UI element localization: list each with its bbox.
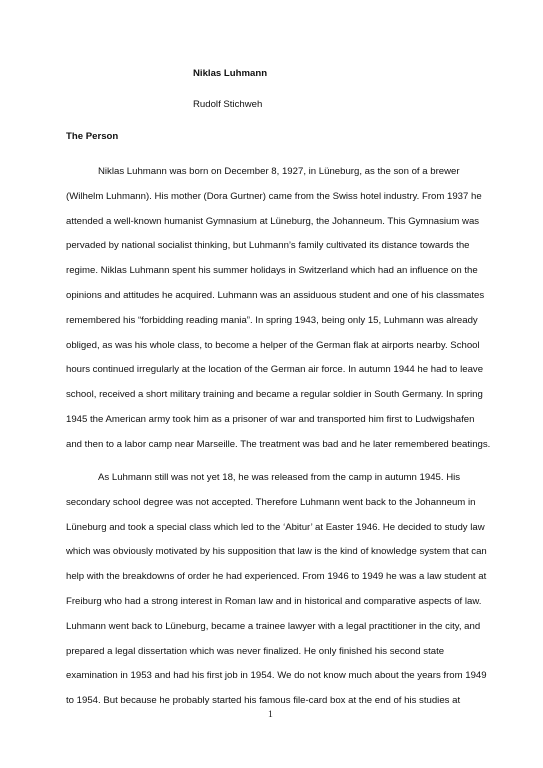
- text-line: regime. Niklas Luhmann spent his summer holidays in Switzerland which had an influence on the: [66, 265, 478, 277]
- text-line: opinions and attitudes he acquired. Luhmann was an assiduous student and one of his classmates: [66, 289, 485, 301]
- text-line: and then to a labor camp near Marseille. The treatment was bad and he later remembered beatings.: [66, 438, 491, 450]
- section-heading: The Person: [66, 131, 119, 142]
- paragraph-1: [66, 160, 491, 458]
- text-line: prepared a legal dissertation which was never finalized. He only finished his second state: [66, 645, 445, 657]
- text-line: which was obviously motivated by his supposition that law is the kind of knowledge system that can: [66, 546, 487, 558]
- text-line: Freiburg who had a strong interest in Roman law and in historical and comparative aspects of law.: [66, 595, 482, 607]
- text-line: Lüneburg and took a special class which led to the ‘Abitur’ at Easter 1946. He decided to study law: [66, 521, 485, 533]
- text-line: As Luhmann still was not yet 18, he was released from the camp in autumn 1945. His: [98, 472, 461, 483]
- document-author: Rudolf Stichweh: [193, 99, 263, 110]
- text-line: (Wilhelm Luhmann). His mother (Dora Gurtner) came from the Swiss hotel industry. From 1937 he: [66, 190, 482, 202]
- text-line: Niklas Luhmann was born on December 8, 1927, in Lüneburg, as the son of a brewer: [98, 166, 460, 177]
- text-line: 1945 the American army took him as a prisoner of war and transported him first to Ludwigshafen: [66, 413, 475, 425]
- text-line: school, received a short military training and became a regular soldier in South Germany. In spring: [66, 389, 483, 401]
- page-number: 1: [268, 709, 273, 720]
- text-line: remembered his “forbidding reading mania”. In spring 1943, being only 15, Luhmann was already: [66, 314, 478, 326]
- text-line: pervaded by national socialist thinking, but Luhmann’s family cultivated its distance towards the: [66, 240, 470, 252]
- text-line: hours continued irregularly at the location of the German air force. In autumn 1944 he had to leave: [66, 364, 484, 376]
- document-title: Niklas Luhmann: [193, 68, 268, 79]
- text-line: obliged, as was his whole class, to become a helper of the German flak at airports nearby. School: [66, 339, 480, 351]
- text-line: secondary school degree was not accepted. Therefore Luhmann went back to the Johanneum in: [66, 496, 476, 508]
- text-line: to 1954. But because he probably started his famous file-card box at the end of his studies at: [66, 695, 461, 707]
- text-line: attended a well-known humanist Gymnasium at Lüneburg, the Johanneum. This Gymnasium was: [66, 215, 480, 227]
- text-line: help with the breakdowns of order he had experienced. From 1946 to 1949 he was a law student at: [66, 571, 487, 583]
- paragraph-2: [66, 466, 487, 714]
- text-line: Luhmann went back to Lüneburg, became a trainee lawyer with a legal practitioner in the city, and: [66, 620, 481, 632]
- text-line: examination in 1953 and had his first job in 1954. We do not know much about the years from 1949: [66, 670, 487, 682]
